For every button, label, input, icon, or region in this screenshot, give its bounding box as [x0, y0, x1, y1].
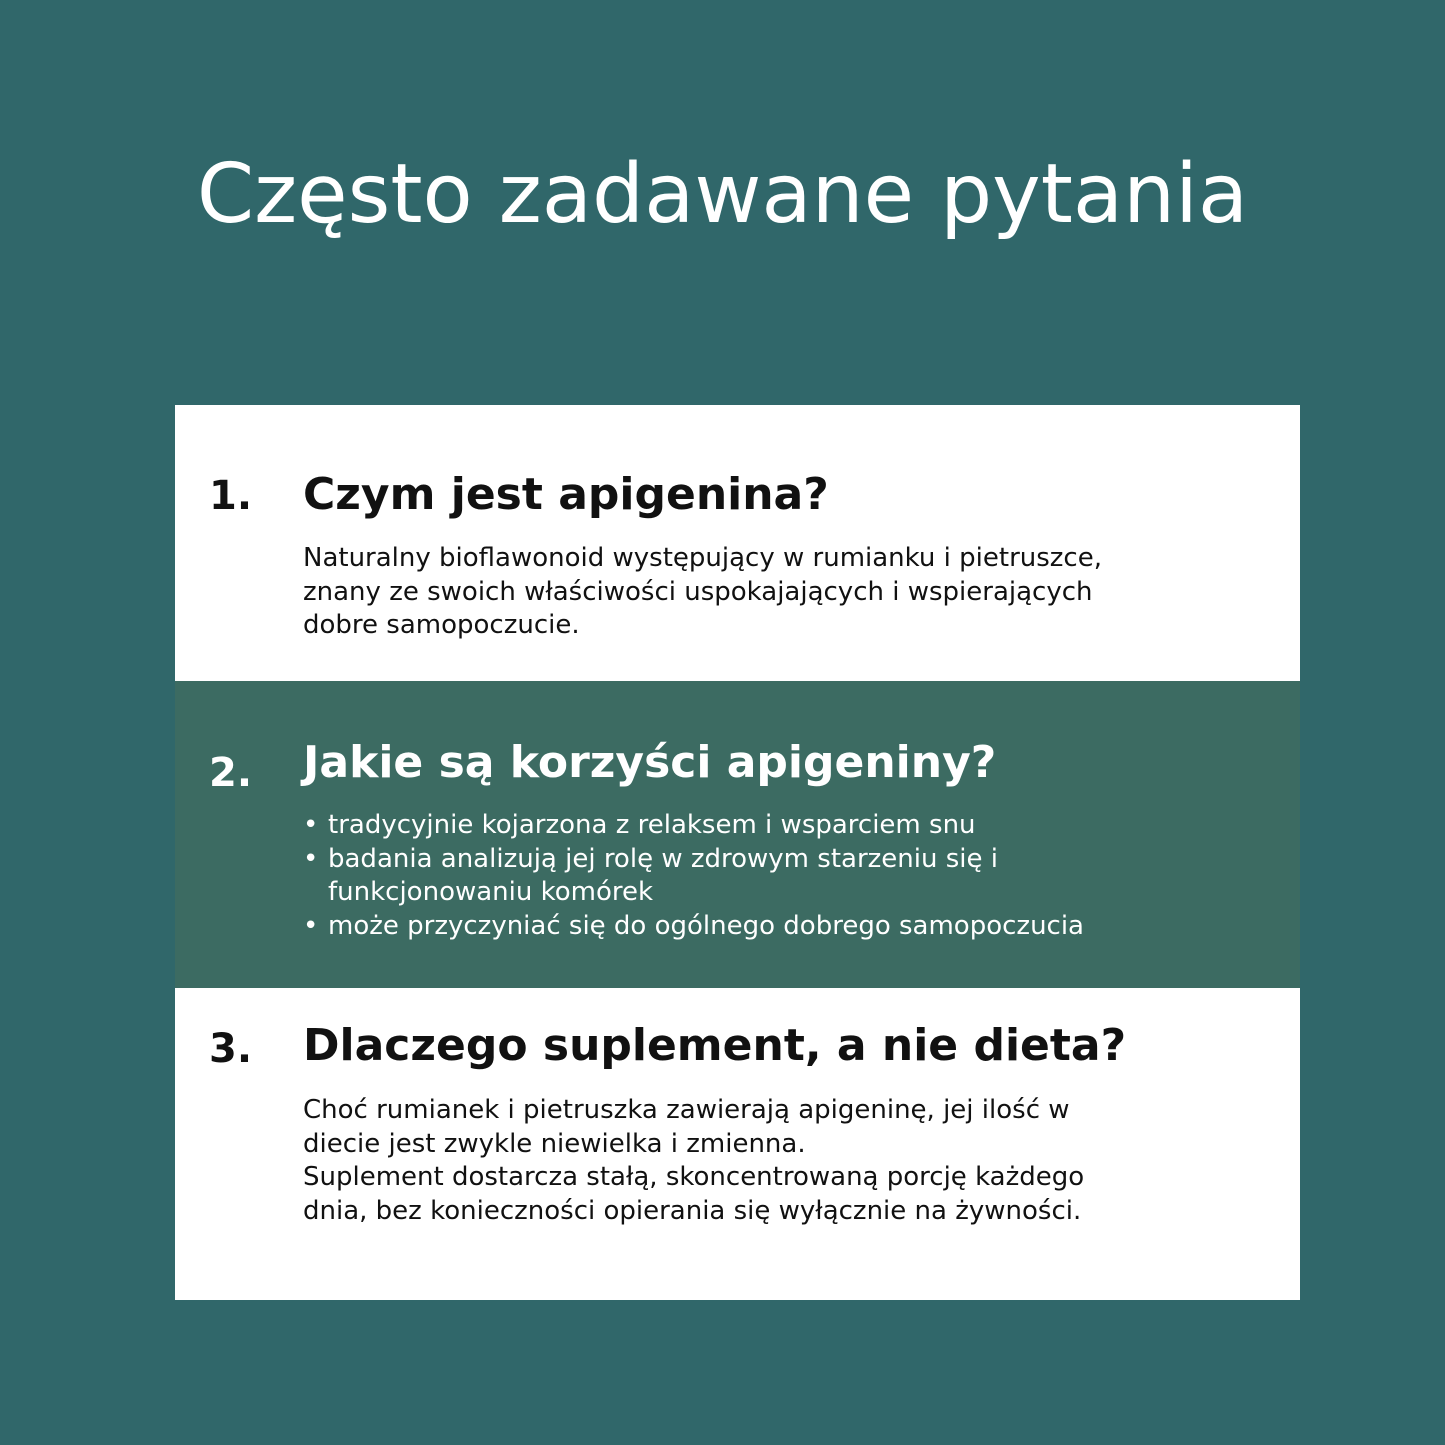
faq-item-1 — [175, 405, 1300, 681]
faq-item-3 — [175, 988, 1300, 1300]
answer-line: Suplement dostarcza stałą, skoncentrowaną porcję każdego — [303, 1162, 1085, 1192]
answer-line: dnia, bez konieczności opierania się wyłącznie na żywności. — [303, 1195, 1082, 1226]
bullet-icon: • — [303, 843, 319, 874]
answer-line: tradycyjnie kojarzona z relaksem i wsparciem snu — [328, 810, 976, 840]
list-item — [303, 910, 1263, 944]
answer-line: dobre samopoczucie. — [303, 610, 580, 640]
answer-line: funkcjonowaniu komórek — [328, 877, 654, 907]
faq-number: 3. — [209, 1026, 253, 1072]
bullet-icon: • — [303, 910, 319, 941]
bullet-icon: • — [303, 810, 319, 840]
answer-line: diecie jest zwykle niewielka i zmienna. — [303, 1128, 806, 1159]
faq-number: 1. — [209, 473, 253, 519]
list-item — [303, 809, 1263, 843]
faq-panel — [175, 405, 1300, 1300]
faq-item-2 — [175, 681, 1300, 988]
faq-answer — [303, 542, 1263, 643]
faq-question: Dlaczego suplement, a nie dieta? — [303, 1020, 1127, 1071]
faq-answer — [303, 809, 1263, 943]
page-title: Często zadawane pytania — [196, 147, 1249, 242]
answer-line: Naturalny bioflawonoid występujący w rumianku i pietruszce, — [303, 543, 1102, 573]
answer-line: Choć rumianek i pietruszka zawierają apigeninę, jej ilość w — [303, 1095, 1070, 1125]
faq-number: 2. — [209, 750, 253, 796]
faq-answer — [303, 1094, 1263, 1228]
answer-line: badania analizują jej rolę w zdrowym starzeniu się i — [328, 843, 998, 874]
answer-line: znany ze swoich właściwości uspokajających i wspierających — [303, 576, 1093, 607]
list-item — [303, 843, 1263, 910]
answer-line: może przyczyniać się do ogólnego dobrego samopoczucia — [328, 910, 1084, 941]
benefits-list — [303, 809, 1263, 943]
faq-question: Czym jest apigenina? — [303, 469, 829, 520]
faq-question: Jakie są korzyści apigeniny? — [303, 737, 997, 788]
